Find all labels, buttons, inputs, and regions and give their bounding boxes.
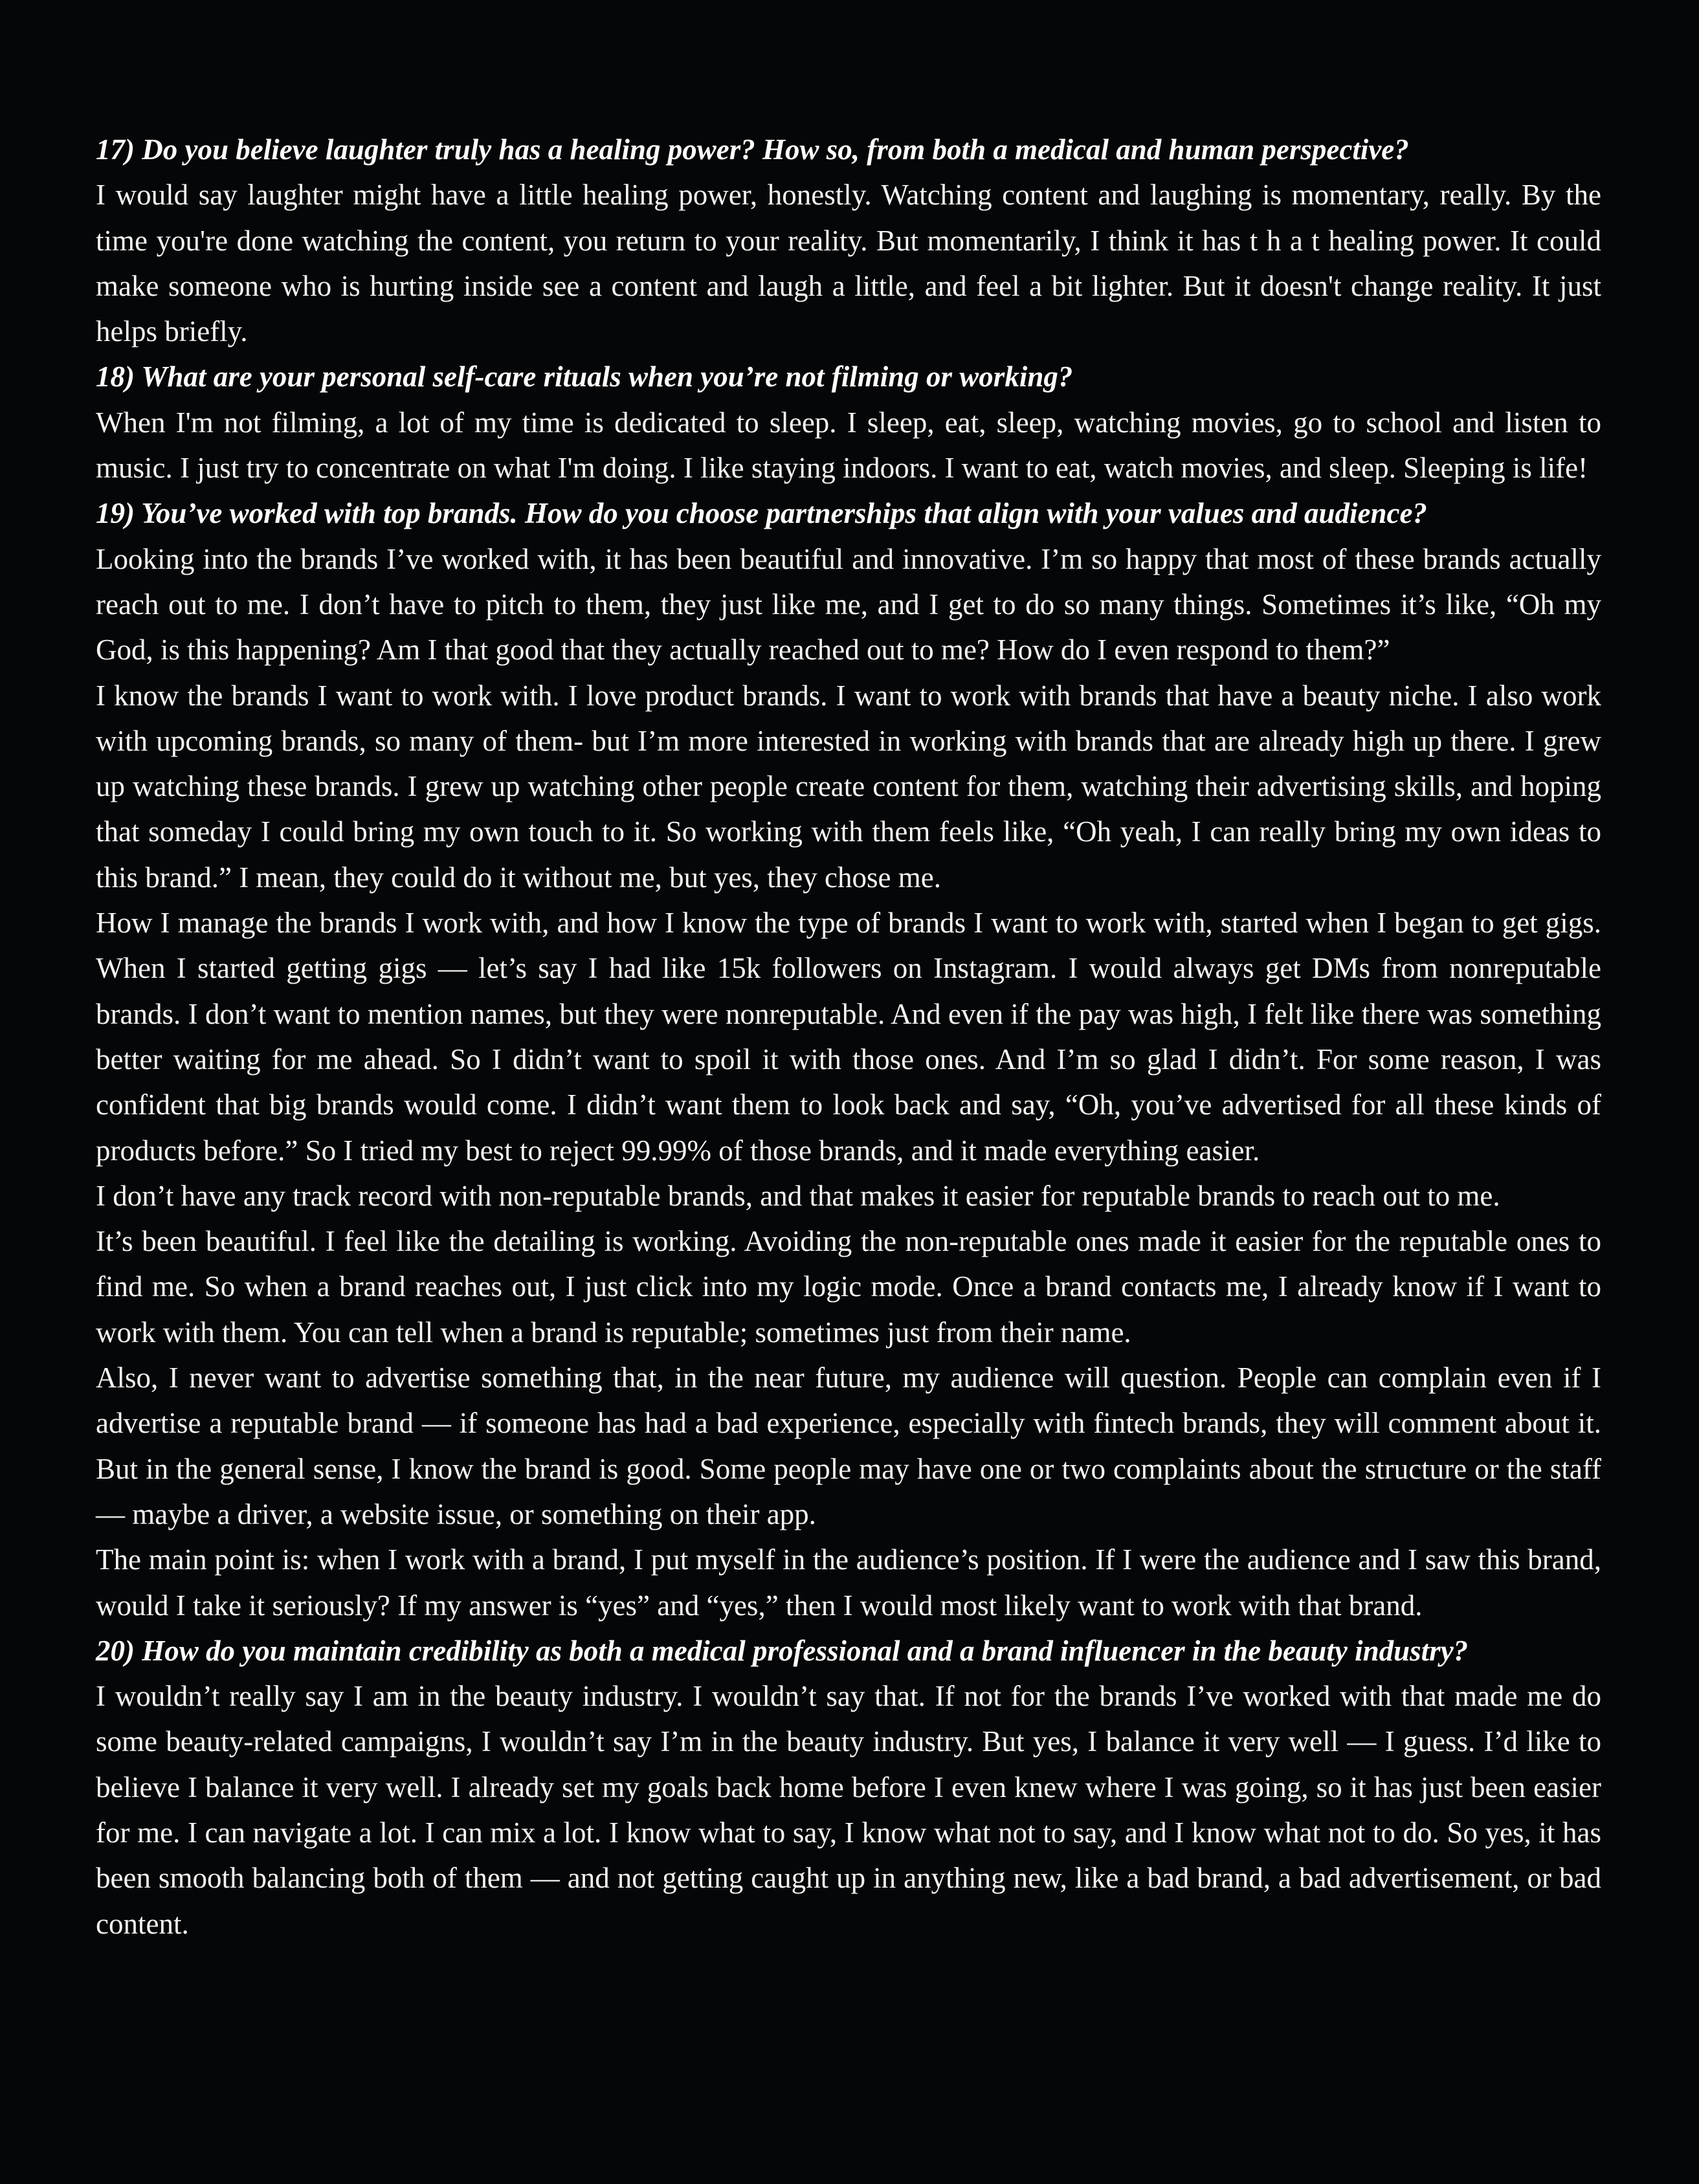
answer-19-paragraph-6: Also, I never want to advertise something that, in the near future, my audience will question. People can complain even if I advertise a reputable brand — if someone has had a bad experience, especially with fintech brands, they will comment about it. But in the general sense, I know the brand is good. Some people may have one or two complaints about the structure or the staff — maybe a driver, a website issue, or something on their app.: [96, 1362, 1601, 1530]
answer-17-paragraph: I would say laughter might have a little healing power, honestly. Watching content and laughing is momentary, really. By the time you're done watching the content, you return to your reality. But momentarily, I think it has t h a t healing power. It could make someone who is hurting inside see a content and laugh a little, and feel a bit lighter. But it doesn't change reality. It just helps briefly.: [96, 179, 1601, 348]
answer-19-paragraph-2: I know the brands I want to work with. I love product brands. I want to work with brands that have a beauty niche. I also work with upcoming brands, so many of them- but I’m more interested in working with brands that are already high up there. I grew up watching these brands. I grew up watching other people create content for them, watching their advertising skills, and hoping that someday I could bring my own touch to it. So working with them feels like, “Oh yeah, I can really bring my own ideas to this brand.” I mean, they could do it without me, but yes, they chose me.: [96, 679, 1601, 894]
document-body: [96, 127, 1601, 1947]
answer-20-paragraph: I wouldn’t really say I am in the beauty industry. I wouldn’t say that. If not for the brands I’ve worked with that made me do some beauty-related campaigns, I wouldn’t say I’m in the beauty industry. But yes, I balance it very well — I guess. I’d like to believe I balance it very well. I already set my goals back home before I even knew where I was going, so it has just been easier for me. I can navigate a lot. I can mix a lot. I know what to say, I know what not to say, and I know what not to do. So yes, it has been smooth balancing both of them — and not getting caught up in anything new, like a bad brand, a bad advertisement, or bad content.: [96, 1680, 1601, 1940]
question-18: 18) What are your personal self-care rituals when you’re not filming or working?: [96, 360, 1073, 393]
answer-18-paragraph: When I'm not filming, a lot of my time is dedicated to sleep. I sleep, eat, sleep, watching movies, go to school and listen to music. I just try to concentrate on what I'm doing. I like staying indoors. I want to eat, watch movies, and sleep. Sleeping is life!: [96, 406, 1601, 485]
answer-19-paragraph-5: It’s been beautiful. I feel like the detailing is working. Avoiding the non-reputable ones made it easier for the reputable ones to find me. So when a brand reaches out, I just click into my logic mode. Once a brand contacts me, I already know if I want to work with them. You can tell when a brand is reputable; sometimes just from their name.: [96, 1225, 1601, 1349]
question-19: 19) You’ve worked with top brands. How do you choose partnerships that align with your values and audience?: [96, 497, 1427, 530]
answer-19-paragraph-7: The main point is: when I work with a brand, I put myself in the audience’s position. If I were the audience and I saw this brand, would I take it seriously? If my answer is “yes” and “yes,” then I would most likely want to work with that brand.: [96, 1543, 1601, 1622]
question-17: 17) Do you believe laughter truly has a healing power? How so, from both a medical and human perspective?: [96, 133, 1409, 166]
answer-19-paragraph-1: Looking into the brands I’ve worked with, it has been beautiful and innovative. I’m so happy that most of these brands actually reach out to me. I don’t have to pitch to them, they just like me, and I get to do so many things. Sometimes it’s like, “Oh my God, is this happening? Am I that good that they actually reached out to me? How do I even respond to them?”: [96, 542, 1601, 667]
answer-19-paragraph-3: How I manage the brands I work with, and how I know the type of brands I want to work with, started when I began to get gigs. When I started getting gigs — let’s say I had like 15k followers on Instagram. I would always get DMs from nonreputable brands. I don’t want to mention names, but they were nonreputable. And even if the pay was high, I felt like there was something better waiting for me ahead. So I didn’t want to spoil it with those ones. And I’m so glad I didn’t. For some reason, I was confident that big brands would come. I didn’t want them to look back and say, “Oh, you’ve advertised for all these kinds of products before.” So I tried my best to reject 99.99% of those brands, and it made everything easier.: [96, 907, 1601, 1167]
answer-19-paragraph-4: I don’t have any track record with non-reputable brands, and that makes it easier for reputable brands to reach out to me.: [96, 1179, 1500, 1212]
question-20: 20) How do you maintain credibility as both a medical professional and a brand influencer in the beauty industry?: [96, 1634, 1469, 1667]
